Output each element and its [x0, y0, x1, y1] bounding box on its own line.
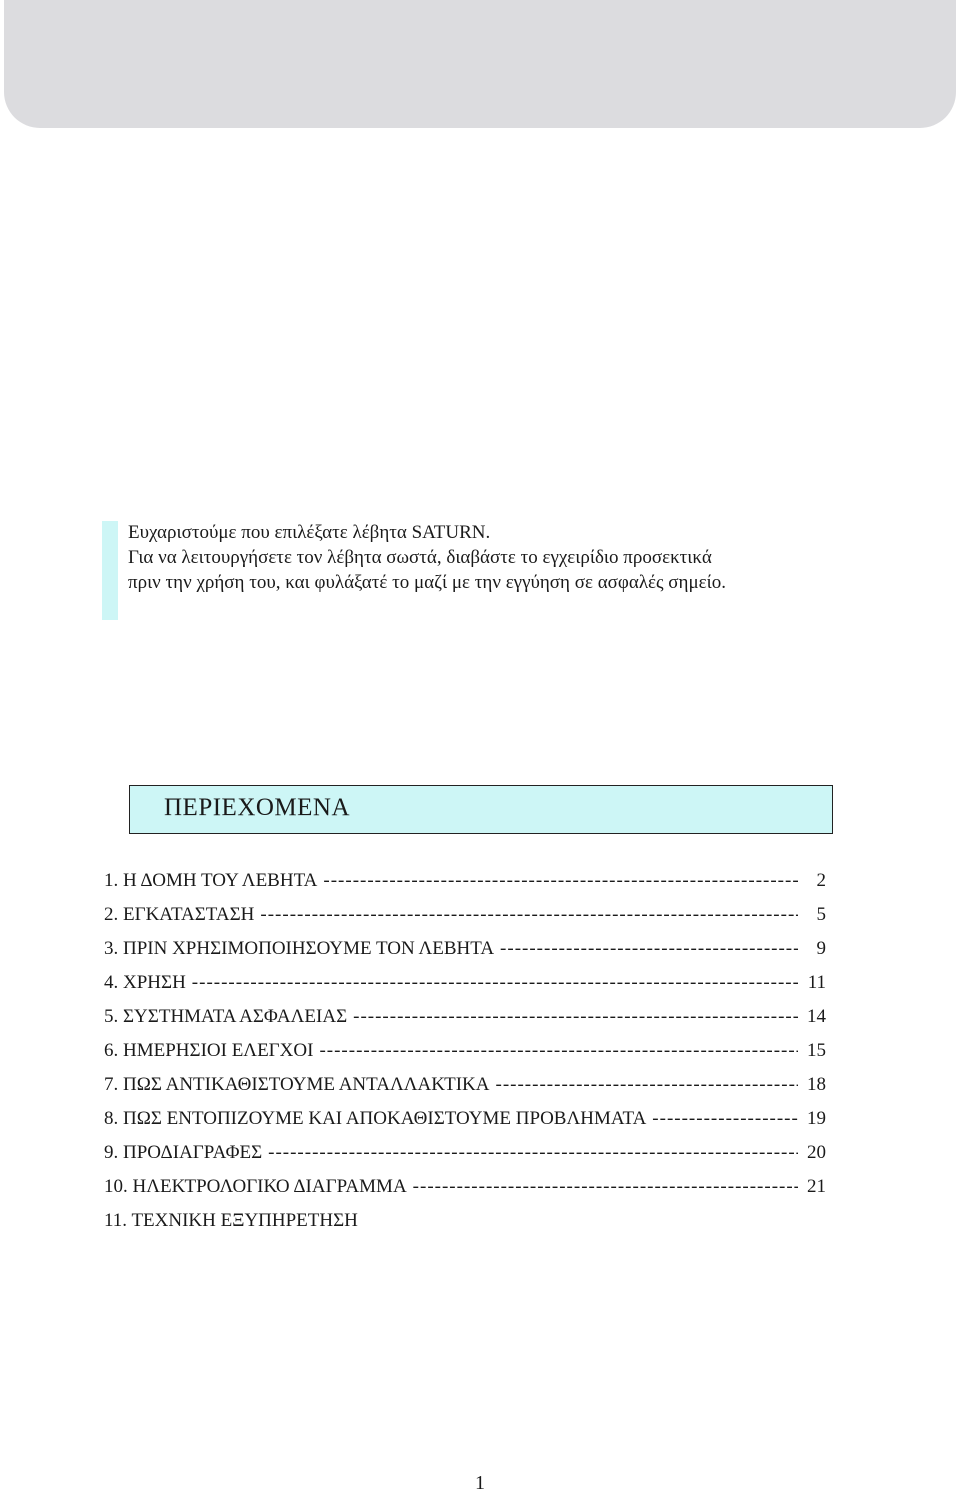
toc-leader	[192, 970, 798, 996]
toc-leader	[496, 1072, 799, 1098]
top-decorative-band	[4, 0, 956, 128]
toc-item-label: 11. ΤΕΧΝΙΚΗ ΕΞΥΠΗΡΕΤΗΣΗ	[104, 1210, 358, 1231]
toc-leader	[268, 1140, 798, 1166]
toc-item-label: 8. ΠΩΣ ΕΝΤΟΠΙΖΟΥΜΕ ΚΑΙ ΑΠΟΚΑΘΙΣΤΟΥΜΕ ΠΡΟΒΛΗΜΑΤΑ	[104, 1108, 647, 1129]
toc-item-label: 1. Η ΔΟΜΗ ΤΟΥ ΛΕΒΗΤΑ	[104, 870, 318, 891]
toc-item-page: 9	[816, 938, 826, 959]
toc-item-label: 10. ΗΛΕΚΤΡΟΛΟΓΙΚΟ ΔΙΑΓΡΑΜΜΑ	[104, 1176, 407, 1197]
toc-item[interactable]	[104, 1174, 826, 1208]
toc-item-page: 20	[807, 1142, 826, 1163]
toc-leader	[323, 868, 798, 894]
intro-line: Για να λειτουργήσετε τον λέβητα σωστά, διαβάστε το εγχειρίδιο προσεκτικά	[128, 547, 712, 568]
page-number: 1	[475, 1472, 485, 1494]
toc-item[interactable]	[104, 1140, 826, 1174]
toc-item[interactable]	[104, 1038, 826, 1072]
toc-item[interactable]	[104, 1004, 826, 1038]
intro-text	[128, 520, 928, 595]
intro-line: Ευχαριστούμε που επιλέξατε λέβητα SATURN.	[128, 522, 491, 543]
toc-item[interactable]	[104, 902, 826, 936]
toc-leader	[353, 1004, 798, 1030]
toc-item-page: 11	[807, 972, 826, 993]
toc-item[interactable]	[104, 970, 826, 1004]
toc-item-page: 21	[807, 1176, 826, 1197]
intro-line: πριν την χρήση του, και φυλάξατέ το μαζί με την εγγύηση σε ασφαλές σημείο.	[128, 572, 726, 593]
toc-item-page: 2	[816, 870, 826, 891]
toc-title: ΠΕΡΙΕΧΟΜΕΝΑ	[164, 794, 351, 821]
toc-item-label: 3. ΠΡΙΝ ΧΡΗΣΙΜΟΠΟΙΗΣΟΥΜΕ ΤΟΝ ΛΕΒΗΤΑ	[104, 938, 495, 959]
toc-item-page: 15	[807, 1040, 826, 1061]
toc-item-page: 19	[807, 1108, 826, 1129]
toc-item-label: 4. ΧΡΗΣΗ	[104, 972, 186, 993]
toc-list	[104, 868, 826, 1242]
toc-item-page: 18	[807, 1074, 826, 1095]
toc-header-box	[129, 785, 833, 834]
toc-leader	[652, 1106, 798, 1132]
toc-item-label: 2. ΕΓΚΑΤΑΣΤΑΣΗ	[104, 904, 255, 925]
toc-leader	[500, 936, 798, 962]
toc-item-label: 9. ΠΡΟΔΙΑΓΡΑΦΕΣ	[104, 1142, 263, 1163]
toc-item[interactable]	[104, 1208, 826, 1242]
toc-item[interactable]	[104, 868, 826, 902]
intro-accent-bar	[102, 521, 118, 620]
toc-item-label: 5. ΣΥΣΤΗΜΑΤΑ ΑΣΦΑΛΕΙΑΣ	[104, 1006, 348, 1027]
toc-item[interactable]	[104, 1106, 826, 1140]
toc-item-page: 5	[816, 904, 826, 925]
toc-item[interactable]	[104, 936, 826, 970]
toc-item-page: 14	[807, 1006, 826, 1027]
toc-item-label: 6. ΗΜΕΡΗΣΙΟΙ ΕΛΕΓΧΟΙ	[104, 1040, 314, 1061]
toc-leader	[413, 1174, 798, 1200]
toc-leader	[260, 902, 798, 928]
toc-leader	[319, 1038, 798, 1064]
toc-item-label: 7. ΠΩΣ ΑΝΤΙΚΑΘΙΣΤΟΥΜΕ ΑΝΤΑΛΛΑΚΤΙΚΑ	[104, 1074, 490, 1095]
toc-item[interactable]	[104, 1072, 826, 1106]
